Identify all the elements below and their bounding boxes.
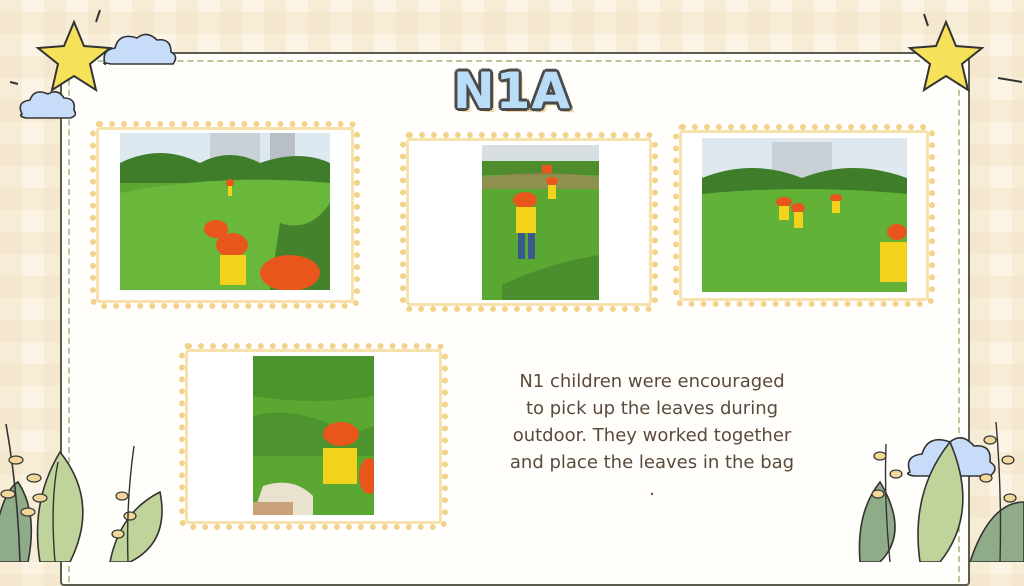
caption-line: . [649,479,655,500]
leaves-cloud-decoration-right [850,410,1024,562]
caption-line: to pick up the leaves during [525,398,779,419]
leaves-decoration-left [0,420,180,562]
cloud-icon [104,34,176,64]
caption-text [478,368,826,503]
photo-2 [482,145,599,300]
photo-3 [702,138,907,292]
photo-1 [120,133,330,290]
caption-line: N1 children were encouraged [519,371,785,392]
page-title: N1A [452,62,572,120]
caption-line: and place the leaves in the bag [509,452,795,473]
caption-line: outdoor. They worked together [512,425,792,446]
photo-4 [253,356,374,515]
